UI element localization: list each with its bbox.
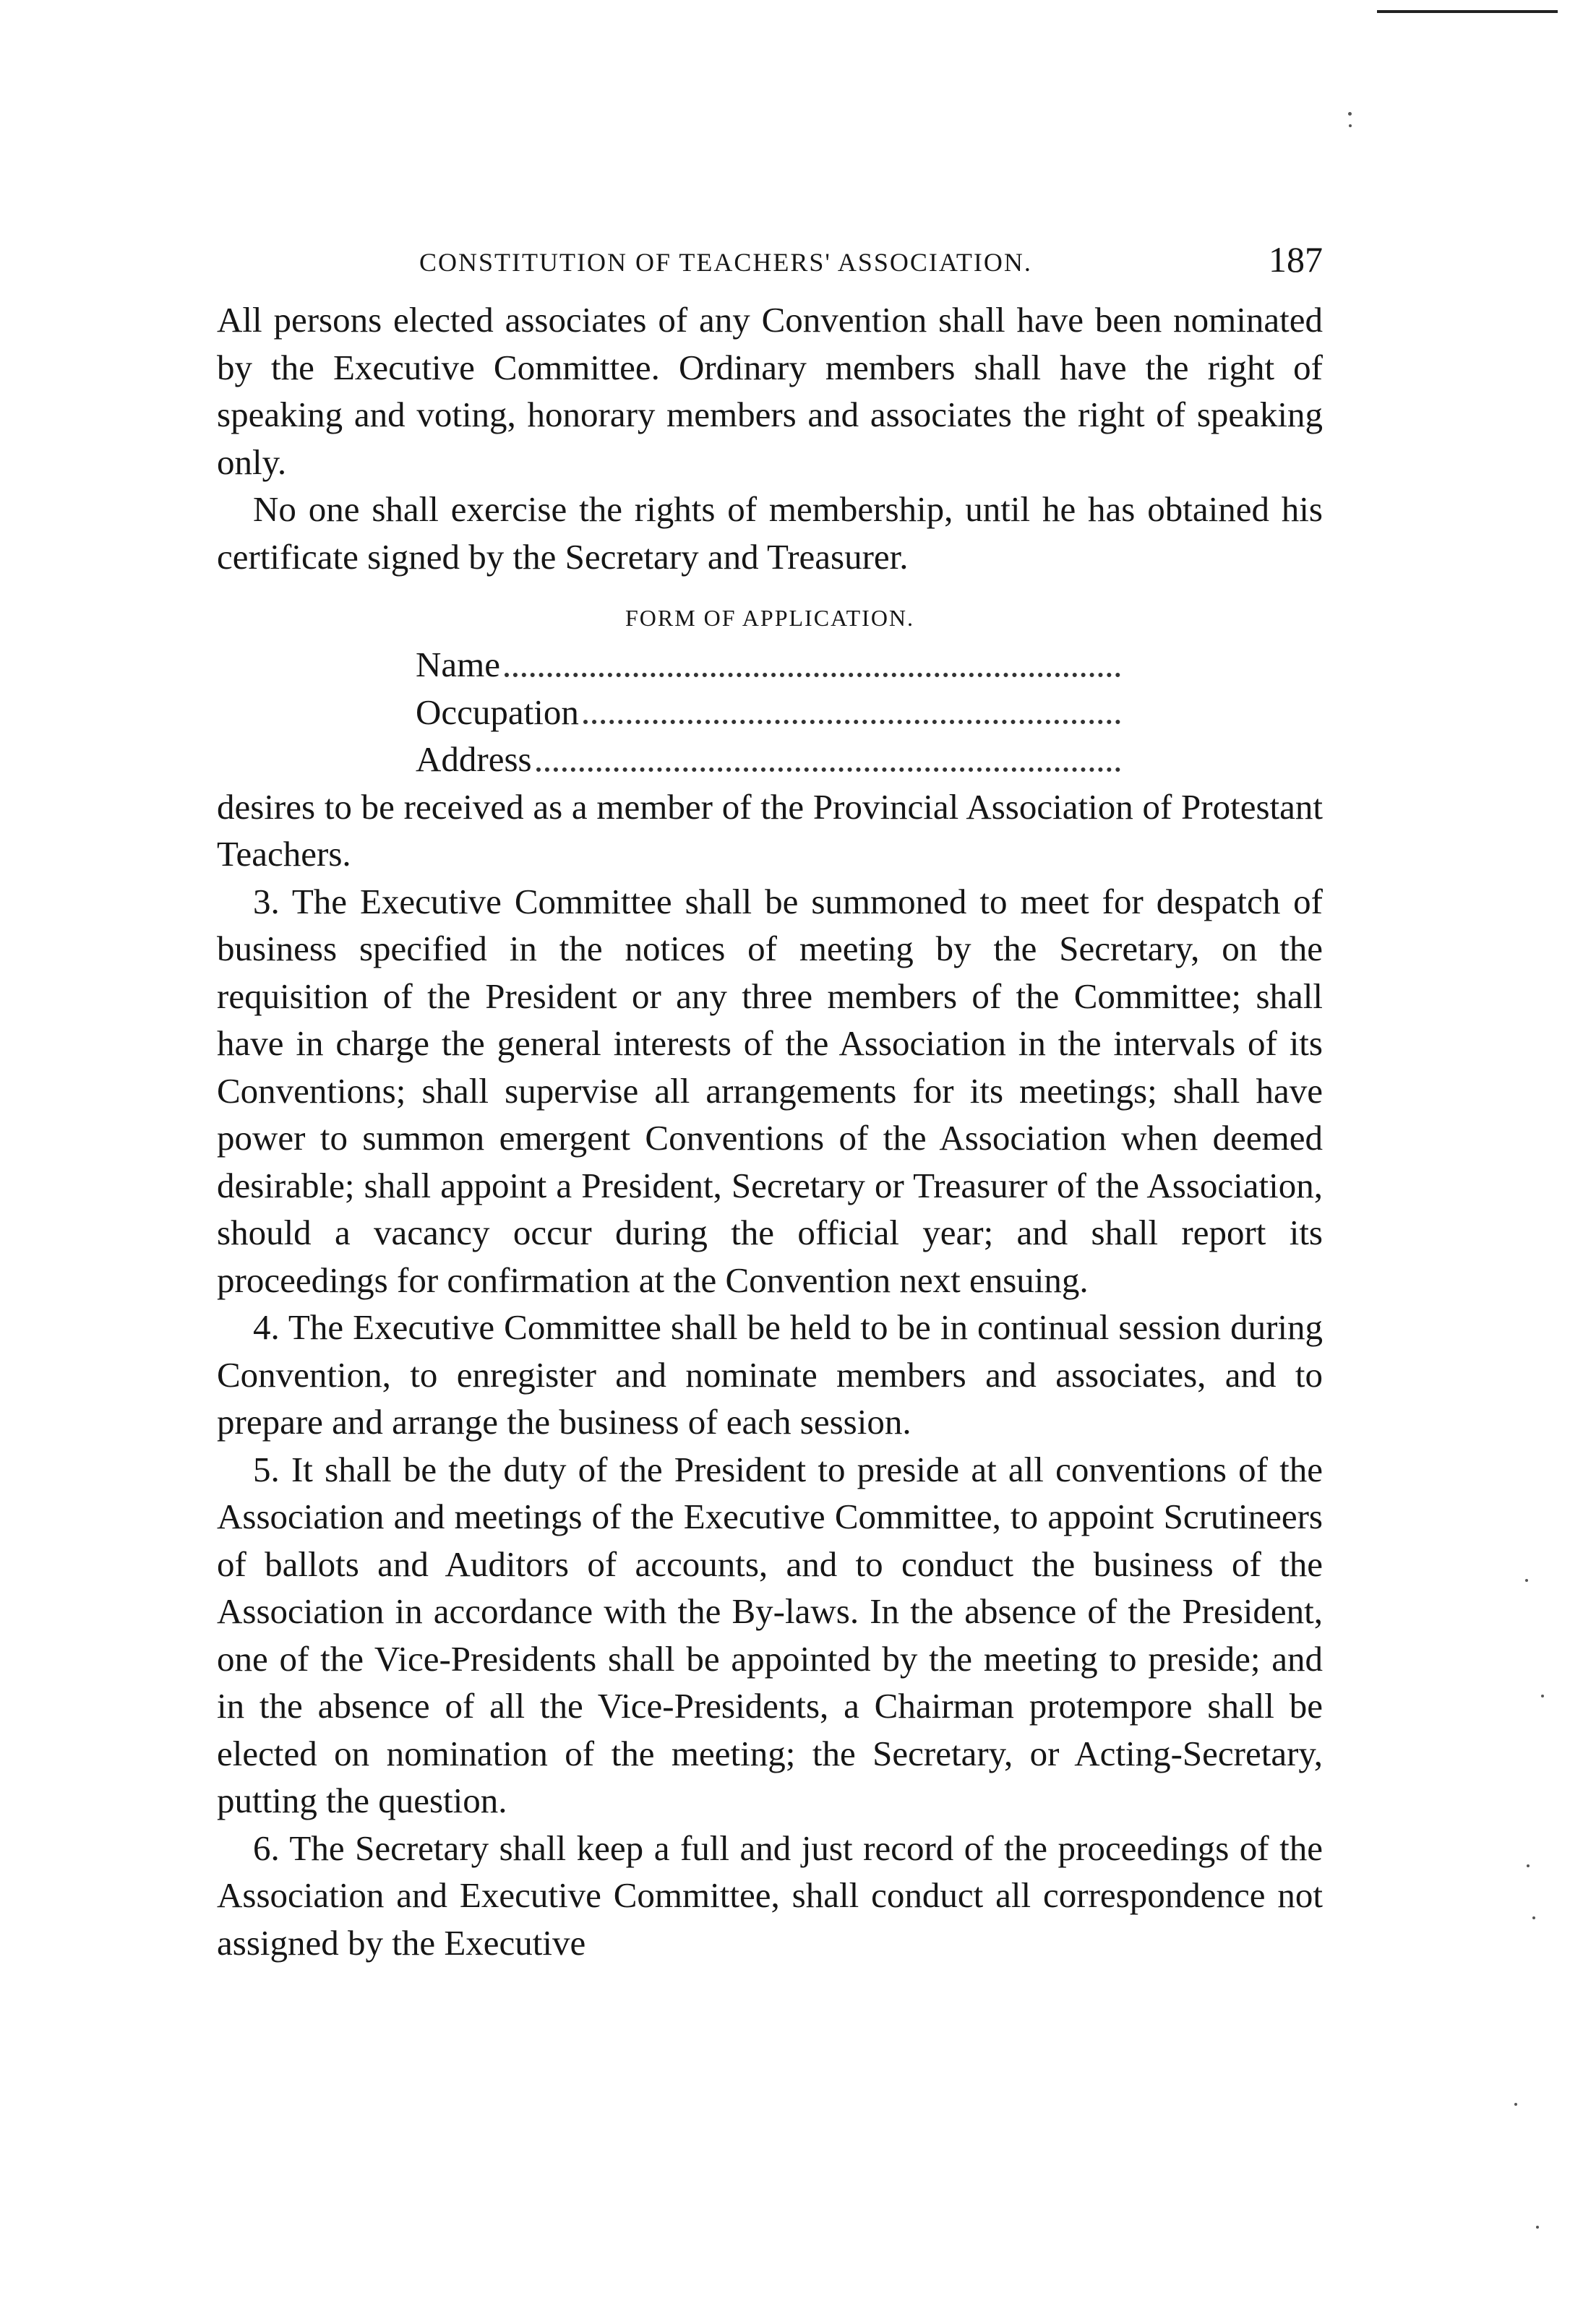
- scan-speck: [1541, 1695, 1544, 1697]
- dotted-leader: [583, 689, 1120, 725]
- paragraph-section-5: 5. It shall be the duty of the President to preside at all conventions of the Association and meetings of the Executive Committee, to appoint Scrutineers of ballots and Auditors of accounts, and to conduct the business of the Association in accordance with the By-laws. In the absence of the President, one of the Vice-Presidents shall be appointed by the meeting to preside; and in the absence of all the Vice-Presidents, a Chairman protempore shall be elected on nomination of the meeting; the Secretary, or Acting-Secretary, putting the question.: [217, 1449, 1323, 1820]
- form-label-name: Name: [416, 645, 500, 684]
- top-edge-rule: [1377, 10, 1558, 13]
- scan-speck: [1532, 1916, 1535, 1919]
- page-number: 187: [1269, 239, 1323, 280]
- form-label-occupation: Occupation: [416, 692, 579, 732]
- form-line-occupation: [416, 689, 1120, 736]
- scan-speck: [1527, 1864, 1530, 1867]
- paragraph-associates: All persons elected associates of any Convention shall have been nominated by the Executive Committee. Ordinary members shall have the right of speaking and voting, honorary members and associates the right of speaking only.: [217, 300, 1323, 482]
- scan-speck: [1349, 124, 1352, 127]
- dotted-leader: [536, 736, 1120, 772]
- form-label-address: Address: [416, 739, 532, 779]
- dotted-leader: [505, 641, 1120, 677]
- form-line-address: [416, 736, 1120, 783]
- running-head-title: CONSTITUTION OF TEACHERS' ASSOCIATION.: [419, 248, 1032, 277]
- form-heading: FORM OF APPLICATION.: [625, 605, 915, 631]
- paragraph-section-4: 4. The Executive Committee shall be held to be in continual session during Convention, to enregister and nominate members and associates, and to prepare and arrange the business of each session.: [217, 1307, 1323, 1442]
- scan-speck: [1536, 2226, 1539, 2229]
- running-head: [217, 238, 1323, 282]
- paragraph-application-text: desires to be received as a member of the Provincial Association of Protestant Teachers.: [217, 786, 1323, 874]
- page-body: [217, 296, 1323, 1966]
- form-line-name: [416, 641, 1120, 689]
- paragraph-membership-rights: No one shall exercise the rights of membership, until he has obtained his certificate signed by the Secretary and Treasurer.: [217, 489, 1323, 577]
- scan-speck: [1348, 112, 1352, 116]
- scan-speck: [1514, 2103, 1517, 2106]
- paragraph-section-6: 6. The Secretary shall keep a full and just record of the proceedings of the Association and Executive Committee, shall conduct all correspondence not assigned by the Executive: [217, 1828, 1323, 1963]
- paragraph-section-3: 3. The Executive Committee shall be summoned to meet for despatch of business specified in the notices of meeting by the Secretary, on the requisition of the President or any three members of the Committee; shall have in charge the general interests of the Association in the intervals of its Conventions; shall supervise all arrangements for its meetings; shall have power to summon emergent Conventions of the Association when deemed desirable; shall appoint a President, Secretary or Treasurer of the Association, should a vacancy occur during the official year; and shall report its proceedings for confirmation at the Convention next ensuing.: [217, 881, 1323, 1300]
- application-form: [217, 641, 1323, 783]
- scan-speck: [1525, 1579, 1528, 1582]
